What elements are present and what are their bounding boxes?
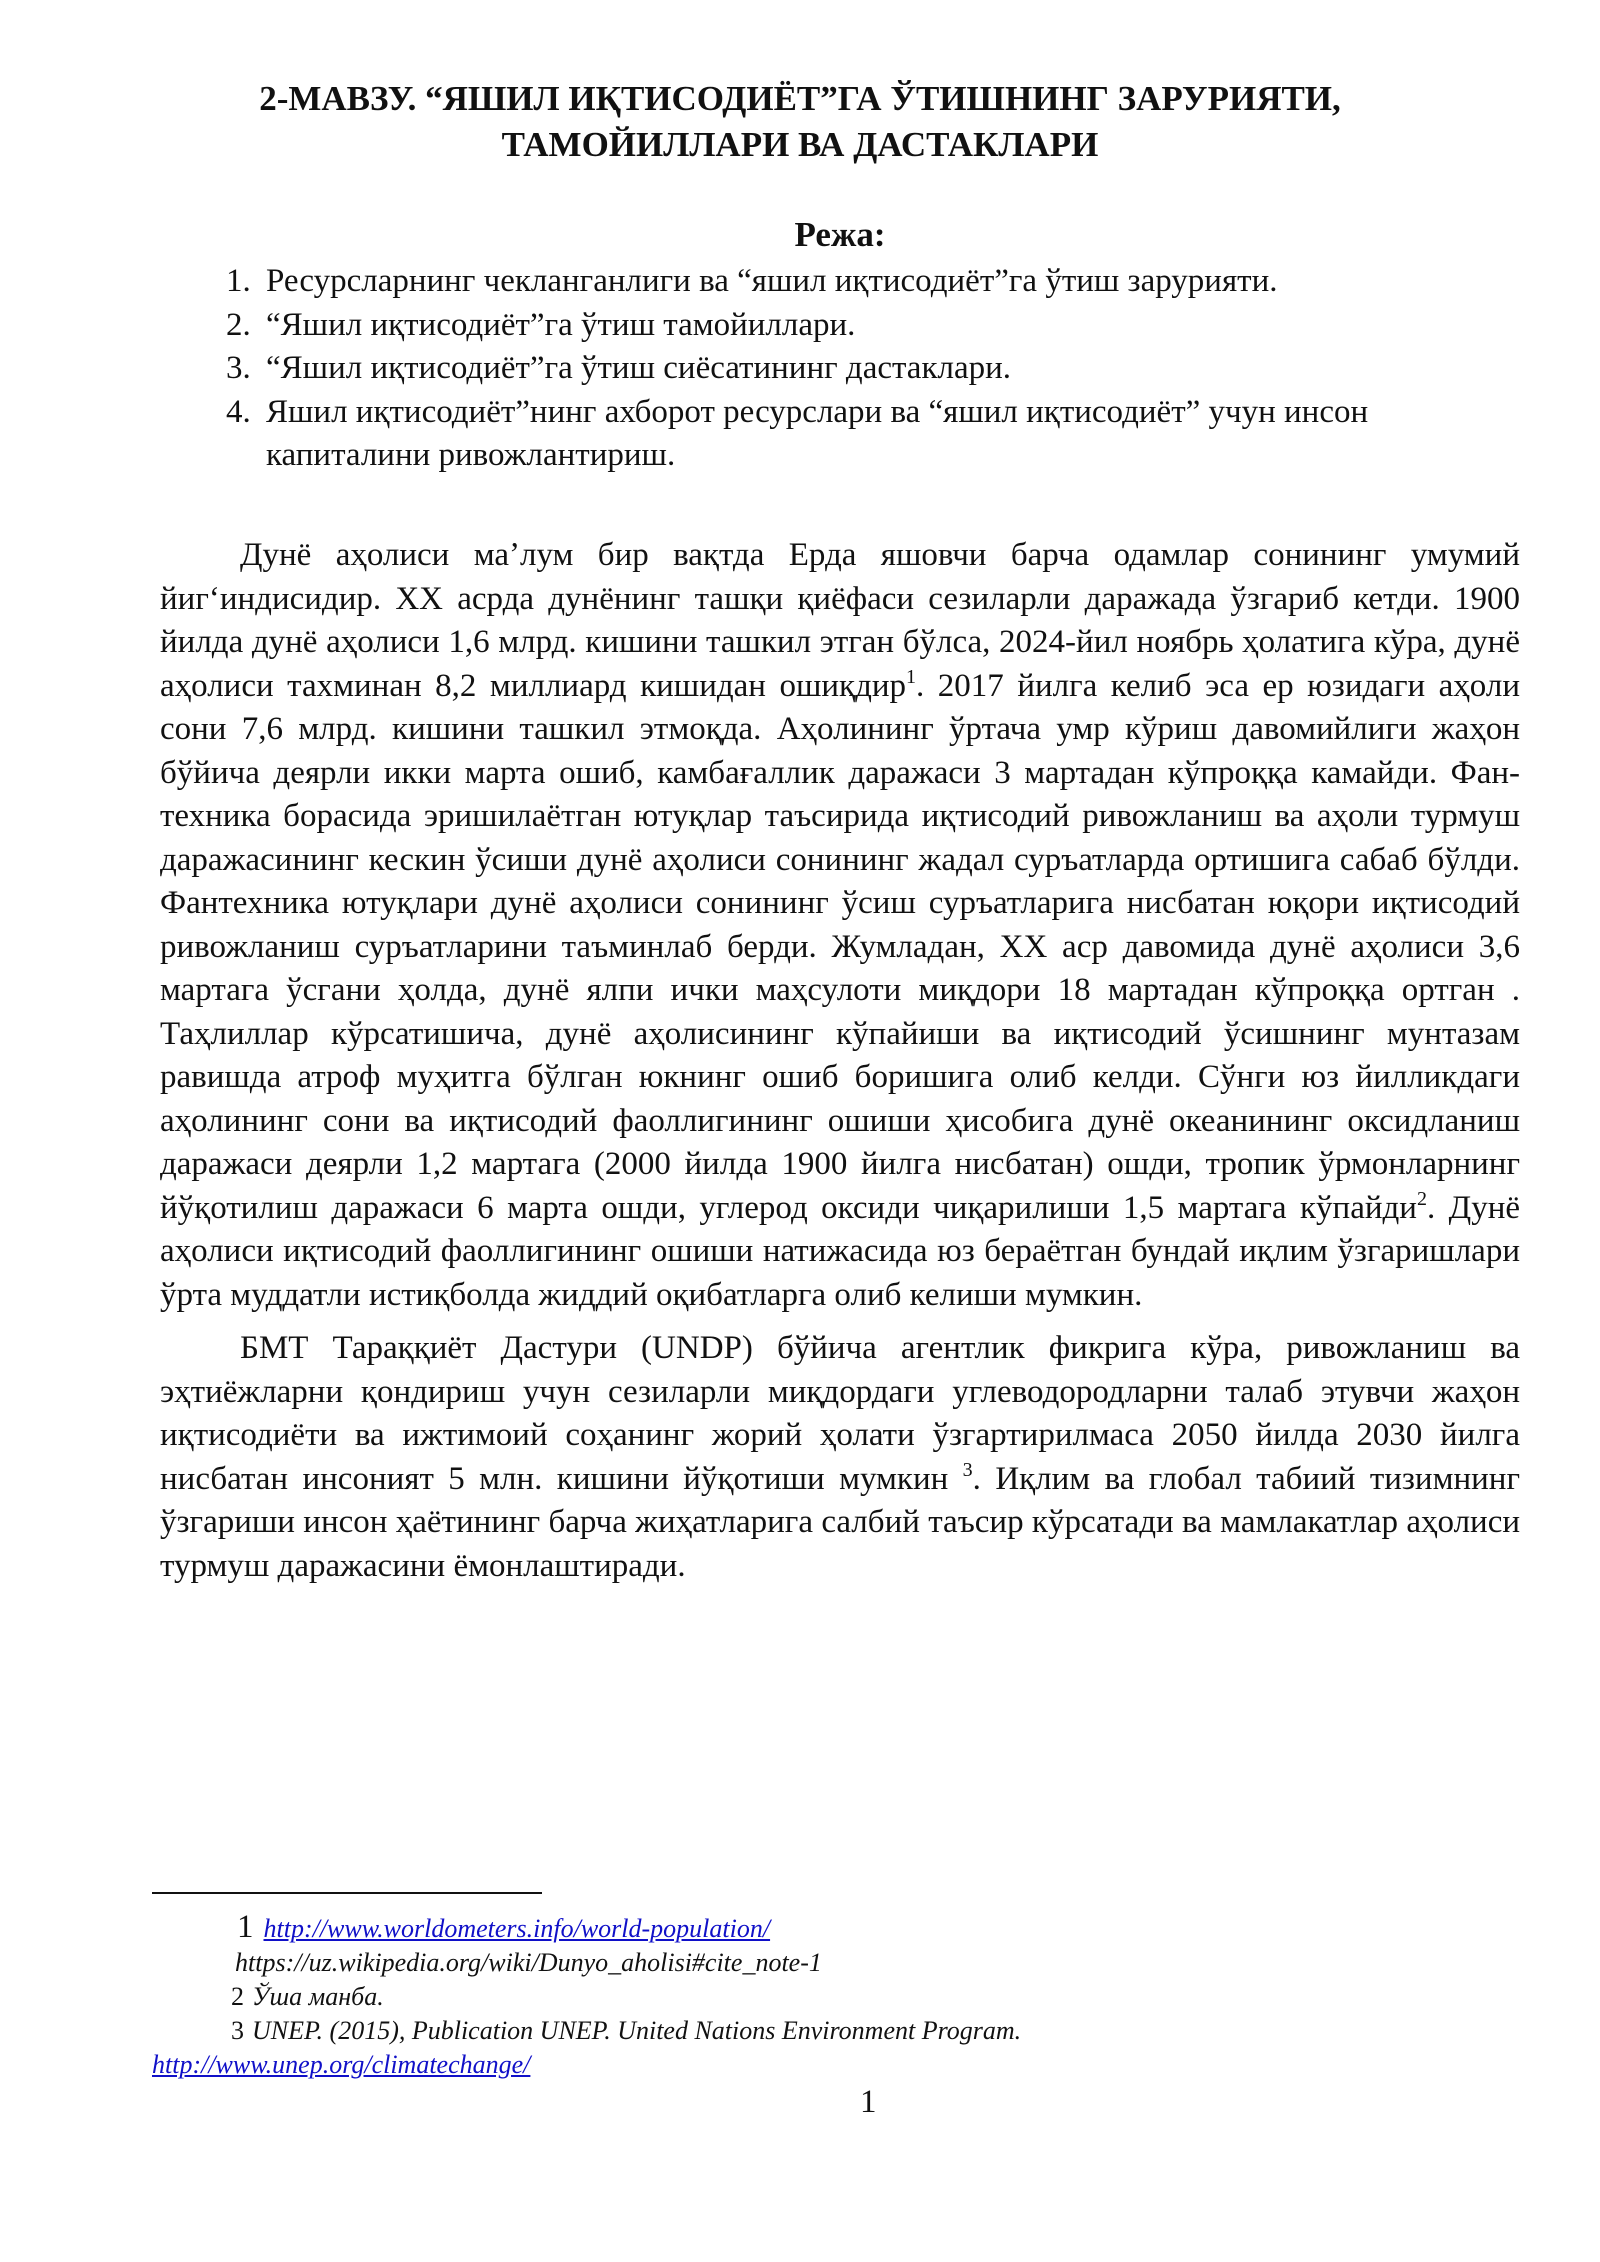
plan-item-number: 2. bbox=[226, 306, 251, 343]
footnote-1-link[interactable]: http://www.worldometers.info/world-population/ bbox=[263, 1914, 771, 1943]
footnote-1-extra: https://uz.wikipedia.org/wiki/Dunyo_aholisi#cite_note-1 bbox=[235, 1948, 822, 1977]
plan-item bbox=[226, 391, 1476, 478]
paragraph-2 bbox=[160, 1327, 1520, 1588]
footnote-separator bbox=[152, 1892, 542, 1894]
paragraph-2-part-b: . Иқлим ва глобал табиий тизимнинг ўзгариши инсон ҳаётининг барча жиҳатларига салбий таъсир кўрсатади ва мамлакатлар аҳолиси турмуш даражасини ёмонлаштиради. bbox=[160, 1460, 1520, 1584]
footnote-3-link-line bbox=[152, 2048, 1452, 2082]
footnote-2 bbox=[152, 1980, 1452, 2014]
plan-item-number: 1. bbox=[226, 263, 251, 299]
plan-item-text: Яшил иқтисодиёт”нинг ахборот ресурслари ва “яшил иқтисодиёт” учун инсон капиталини ривожлантириш. bbox=[266, 393, 1369, 473]
footnote-3-number: 3 bbox=[231, 2016, 244, 2045]
title-line-1: 2-МАВЗУ. “ЯШИЛ ИҚТИСОДИЁТ”ГА ЎТИШНИНГ ЗАРУРИЯТИ, bbox=[259, 79, 1341, 118]
plan-item-text: “Яшил иқтисодиёт”га ўтиш тамойиллари. bbox=[266, 306, 856, 343]
paragraph-1-part-b: . 2017 йилга келиб эса ер юзидаги аҳоли сони 7,6 млрд. кишини ташкил этмоқда. Аҳолининг ўртача умр кўриш давомийлиги жаҳон бўйича деярли икки марта ошиб, камбағаллик даражаси 3 мартадан кўпроққа камайди. Фан-техника борасида эришилаётган ютуқлар таъсирида иқтисодий ривожланиш ва аҳоли турмуш даражасининг кескин ўсиши дунё аҳолиси сонининг жадал суръатларда ортишига сабаб бўлди. Фантехника ютуқлари дунё аҳолиси сонининг ўсиш суръатларига нисбатан юқори иқтисодий ривожланиш суръатларини таъминлаб берди. Жумладан, XX аср давомида дунё аҳолиси 3,6 мартага ўсгани ҳолда, дунё ялпи ички маҳсулоти миқдори 18 мартадан кўпроққа ортган . Таҳлиллар кўрсатишича, дунё аҳолисининг кўпайиши ва иқтисодий ўсишнинг мунтазам равишда атроф муҳитга бўлган юкнинг ошиб боришига олиб келди. Сўнги юз йилликдаги аҳолининг сони ва иқтисодий фаоллигининг ошиши ҳисобига дунё океанининг оксидланиш даражаси деярли 1,2 мартага (2000 йилда 1900 йилга нисбатан) ошди, тропик ўрмонларнинг йўқотилиш даражаси 6 марта ошди, углерод оксиди чиқарилиши 1,5 мартага кўпайди bbox=[160, 667, 1520, 1226]
plan-item-text: “Яшил иқтисодиёт”га ўтиш сиёсатининг дастаклари. bbox=[266, 350, 1012, 386]
page-number: 1 bbox=[860, 2084, 877, 2120]
plan-list bbox=[226, 260, 1476, 478]
paragraph-1-part-c: . Дунё аҳолиси иқтисодий фаоллигининг ошиши натижасида юз бераётган бундай иқлим ўзгаришлари ўрта муддатли истиқболда жиддий оқибатларга олиб келиши мумкин. bbox=[160, 1189, 1521, 1313]
plan-item-number: 4. bbox=[226, 393, 251, 430]
paragraph-1-part-a: Дунё аҳолиси маʼлум бир вақтда Ерда яшовчи барча одамлар сонининг умумий йигʻиндисидир. XX асрда дунёнинг ташқи қиёфаси сезиларли даражада ўзгариб кетди. 1900 йилда дунё аҳолиси 1,6 млрд. кишини ташкил этган бўлса, 2024-йил ноябрь ҳолатига кўра, дунё аҳолиси тахминан 8,2 миллиард кишидан ошиқдир bbox=[160, 537, 1520, 704]
paragraph-2-part-a: БМТ Тараққиёт Дастури (UNDP) бўйича агентлик фикрига кўра, ривожланиш ва эҳтиёжларни қондириш учун сезиларли миқдордаги углеводородларни талаб этувчи жаҳон иқтисодиёти ва ижтимоий соҳанинг жорий ҳолати ўзгартирилмаса 2050 йилда 2030 йилга нисбатан инсоният 5 млн. кишини йўқотиши мумкин bbox=[160, 1330, 1520, 1497]
footnote-3 bbox=[152, 2014, 1452, 2048]
footnote-3-link[interactable]: http://www.unep.org/climatechange/ bbox=[152, 2050, 531, 2079]
footnote-ref-3[interactable]: 3 bbox=[962, 1458, 973, 1481]
plan-item-number: 3. bbox=[226, 350, 251, 386]
paragraph-1 bbox=[160, 534, 1520, 1317]
footnotes bbox=[152, 1910, 1452, 2082]
page-title bbox=[160, 76, 1440, 168]
title-line-2: ТАМОЙИЛЛАРИ ВА ДАСТАКЛАРИ bbox=[501, 125, 1099, 164]
footnote-2-text: Ўша манба. bbox=[252, 1982, 384, 2011]
plan-item bbox=[226, 347, 1476, 391]
footnote-3-text: UNEP. (2015), Publication UNEP. United Nations Environment Program. bbox=[252, 2016, 1022, 2045]
footnote-ref-1[interactable]: 1 bbox=[906, 665, 917, 688]
footnote-1 bbox=[152, 1910, 1452, 1946]
footnote-1-number: 1 bbox=[237, 1909, 254, 1945]
plan-item bbox=[226, 260, 1476, 304]
footnote-2-number: 2 bbox=[231, 1982, 244, 2011]
body-text bbox=[160, 534, 1520, 1588]
plan-heading: Режа: bbox=[794, 215, 886, 254]
footnote-ref-2[interactable]: 2 bbox=[1416, 1187, 1427, 1210]
plan-item-text: Ресурсларнинг чекланганлиги ва “яшил иқтисодиёт”га ўтиш зарурияти. bbox=[266, 263, 1278, 299]
plan-item bbox=[226, 304, 1476, 348]
